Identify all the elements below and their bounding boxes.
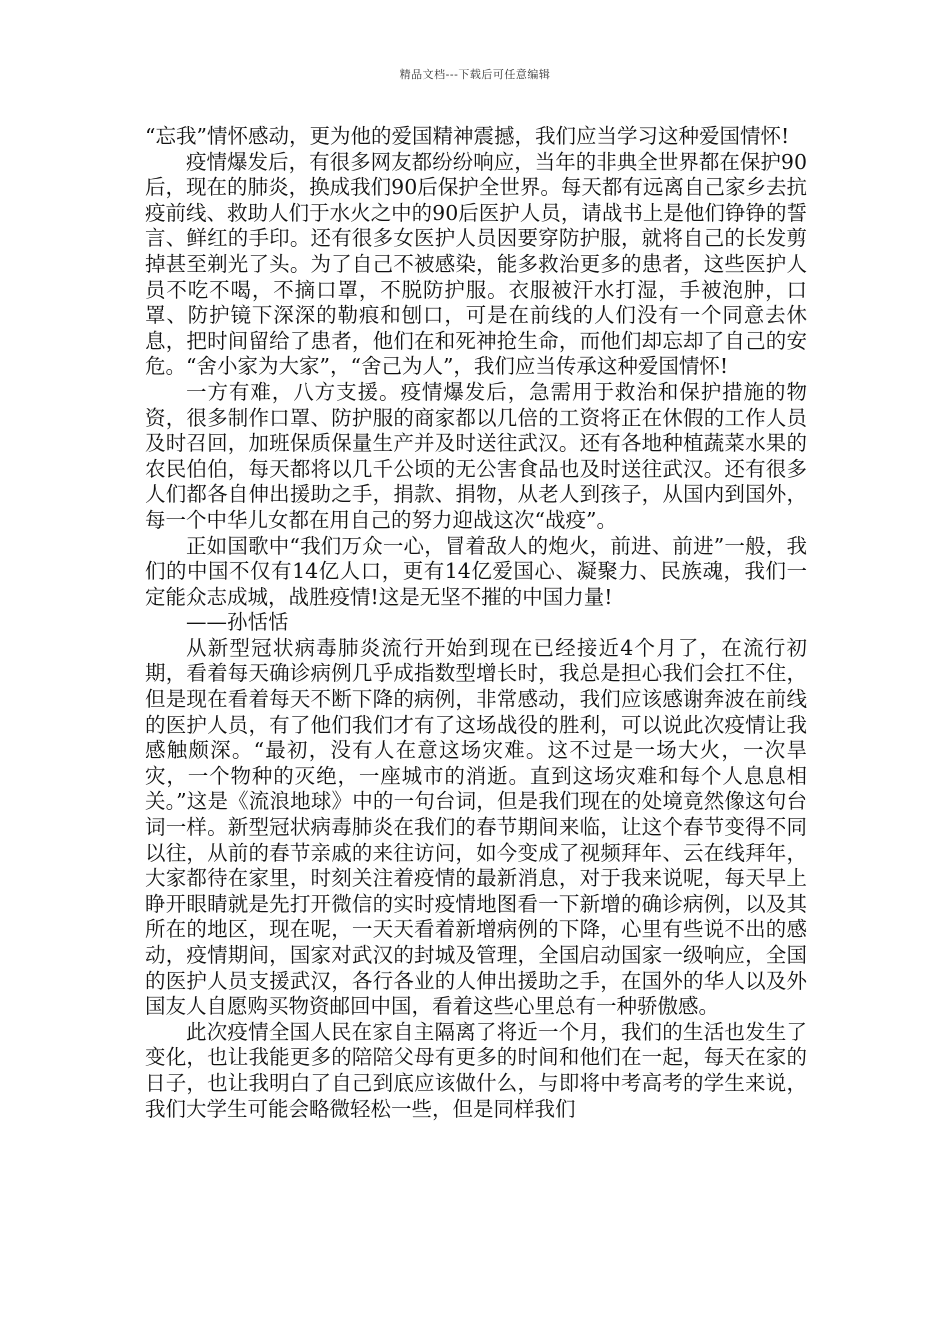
paragraph-3: 一方有难，八方支援。疫情爆发后，急需用于救治和保护措施的物资，很多制作口罩、防护服的商家都以几倍的工资将正在休假的工作人员及时召回，加班保质保量生产并及时送往武汉。还有各地种植蔬菜水果的农民伯伯，每天都将以几千公顷的无公害食品也及时送往武汉。还有很多人们都各自伸出援助之手，捐款、捐物，从老人到孩子，从国内到国外，每一个中华儿女都在用自己的努力迎战这次“战疫”。 [145, 379, 807, 532]
author-signature: ——孙恬恬 [186, 610, 289, 635]
paragraph-2: 疫情爆发后，有很多网友都纷纷响应，当年的非典全世界都在保护90后，现在的肺炎，换成我们90后保护全世界。每天都有远离自己家乡去抗疫前线、救助人们于水火之中的90后医护人员，请战书上是他们铮铮的誓言、鲜红的手印。还有很多女医护人员因要穿防护服，就将自己的长发剪掉甚至剃光了头。为了自己不被感染，能多救治更多的患者，这些医护人员不吃不喝，不摘口罩，不脱防护服。衣服被汗水打湿，手被泡肿，口罩、防护镜下深深的勒痕和刨口，可是在前线的人们没有一个同意去休息，把时间留给了患者，他们在和死神抢生命，而他们却忘却了自己的安危。“舍小家为大家”，“舍己为人”，我们应当传承这种爱国情怀! [145, 149, 807, 379]
paragraph-6: 此次疫情全国人民在家自主隔离了将近一个月，我们的生活也发生了变化，也让我能更多的陪陪父母有更多的时间和他们在一起，每天在家的日子，也让我明白了自己到底应该做什么，与即将中考高考的学生来说，我们大学生可能会略微轻松一些，但是同样我们 [145, 1019, 807, 1121]
page-header: 精品文档---下载后可任意编辑 [399, 68, 551, 81]
document-body [145, 124, 807, 1122]
paragraph-4: 正如国歌中“我们万众一心，冒着敌人的炮火，前进、前进”一般，我们的中国不仅有14亿人口，更有14亿爱国心、凝聚力、民族魂，我们一定能众志成城，战胜疫情!这是无坚不摧的中国力量! [145, 533, 807, 609]
paragraph-5: 从新型冠状病毒肺炎流行开始到现在已经接近4个月了，在流行初期，看着每天确诊病例几乎成指数型增长时，我总是担心我们会扛不住，但是现在看着每天不断下降的病例，非常感动，我们应该感谢奔波在前线的医护人员，有了他们我们才有了这场战役的胜利，可以说此次疫情让我感触颇深。“最初，没有人在意这场灾难。这不过是一场大火，一次旱灾，一个物种的灭绝，一座城市的消逝。直到这场灾难和每个人息息相关。”这是《流浪地球》中的一句台词，但是我们现在的处境竟然像这句台词一样。新型冠状病毒肺炎在我们的春节期间来临，让这个春节变得不同以往，从前的春节亲戚的来往访问，如今变成了视频拜年、云在线拜年，大家都待在家里，时刻关注着疫情的最新消息，对于我来说呢，每天早上睁开眼睛就是先打开微信的实时疫情地图看一下新增的确诊病例，以及其所在的地区，现在呢，一天天看着新增病例的下降，心里有些说不出的感动，疫情期间，国家对武汉的封城及管理，全国启动国家一级响应，全国的医护人员支援武汉，各行各业的人伸出援助之手，在国外的华人以及外国友人自愿购买物资邮回中国，看着这些心里总有一种骄傲感。 [145, 635, 807, 1019]
paragraph-1: “忘我”情怀感动，更为他的爱国精神震撼，我们应当学习这种爱国情怀! [145, 124, 790, 148]
